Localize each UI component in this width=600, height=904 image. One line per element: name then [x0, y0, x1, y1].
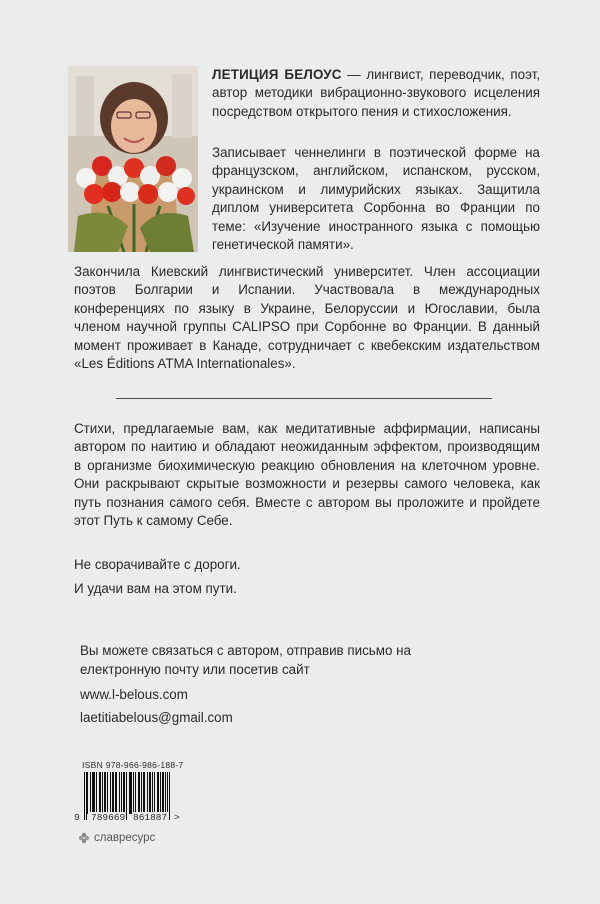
barcode-group-1: 789669 — [91, 812, 126, 823]
author-intro-text: — лингвист, переводчик, поэт, автор методики вибрационно-звукового исцеления посредством открытого пения и стихосложения. — [212, 67, 540, 119]
author-photo — [68, 66, 198, 252]
flower-icon — [78, 832, 90, 844]
isbn-label: ISBN 978-966-986-188-7 — [82, 760, 184, 770]
closing-line-2: И удачи вам на этом пути. — [74, 581, 237, 596]
divider — [116, 398, 492, 399]
book-description: Стихи, предлагаемые вам, как медитативные аффирмации, написаны автором по наитию и обладают неожиданным эффектом, производящим в организме биохимическую реакцию обновления на клеточном уровне. Они раскрывают скрытые возможности и резервы самого человека, как путь познания самого себя. Вместе с автором вы проложите и пройдете этот Путь к самому Себе. — [74, 421, 540, 529]
author-name: ЛЕТИЦИЯ БЕЛОУС — [212, 67, 342, 82]
author-intro — [212, 66, 540, 121]
publisher-name: славресурс — [94, 832, 156, 844]
closing-line-1: Не сворачивайте с дороги. — [74, 557, 241, 572]
barcode-group-2: 861887 — [133, 812, 168, 823]
author-bio-3: Закончила Киевский лингвистический университет. Член ассоциации поэтов Болгарии и Испании. Участвовала в международных конференциях по языку в Украине, Белоруссии и Югославии, была членом научной группы CALIPSO при Сорбонне во Франции. В данный момент проживает в Канаде, сотрудничает с квебекским издательством «Les Éditions ATMA Internationales». — [74, 264, 540, 372]
contact-text: Вы можете связаться с автором, отправив письмо на електронную почту или посетив сайт — [80, 643, 411, 677]
author-bio-2: Записывает ченнелинги в поэтической форме на французском, английском, испанском, русском, украинском и лимурийских языках. Защитила диплом университета Сорбонна во Франции по теме: «Изучение иностранного языка с помощью генетической памяти». — [212, 145, 540, 253]
website-link[interactable]: www.l-belous.com — [80, 687, 188, 702]
barcode-first-digit: 9 — [74, 812, 80, 823]
barcode-arrow: > — [174, 812, 180, 823]
email-link[interactable]: laetitiabelous@gmail.com — [80, 710, 233, 725]
publisher — [78, 832, 155, 844]
